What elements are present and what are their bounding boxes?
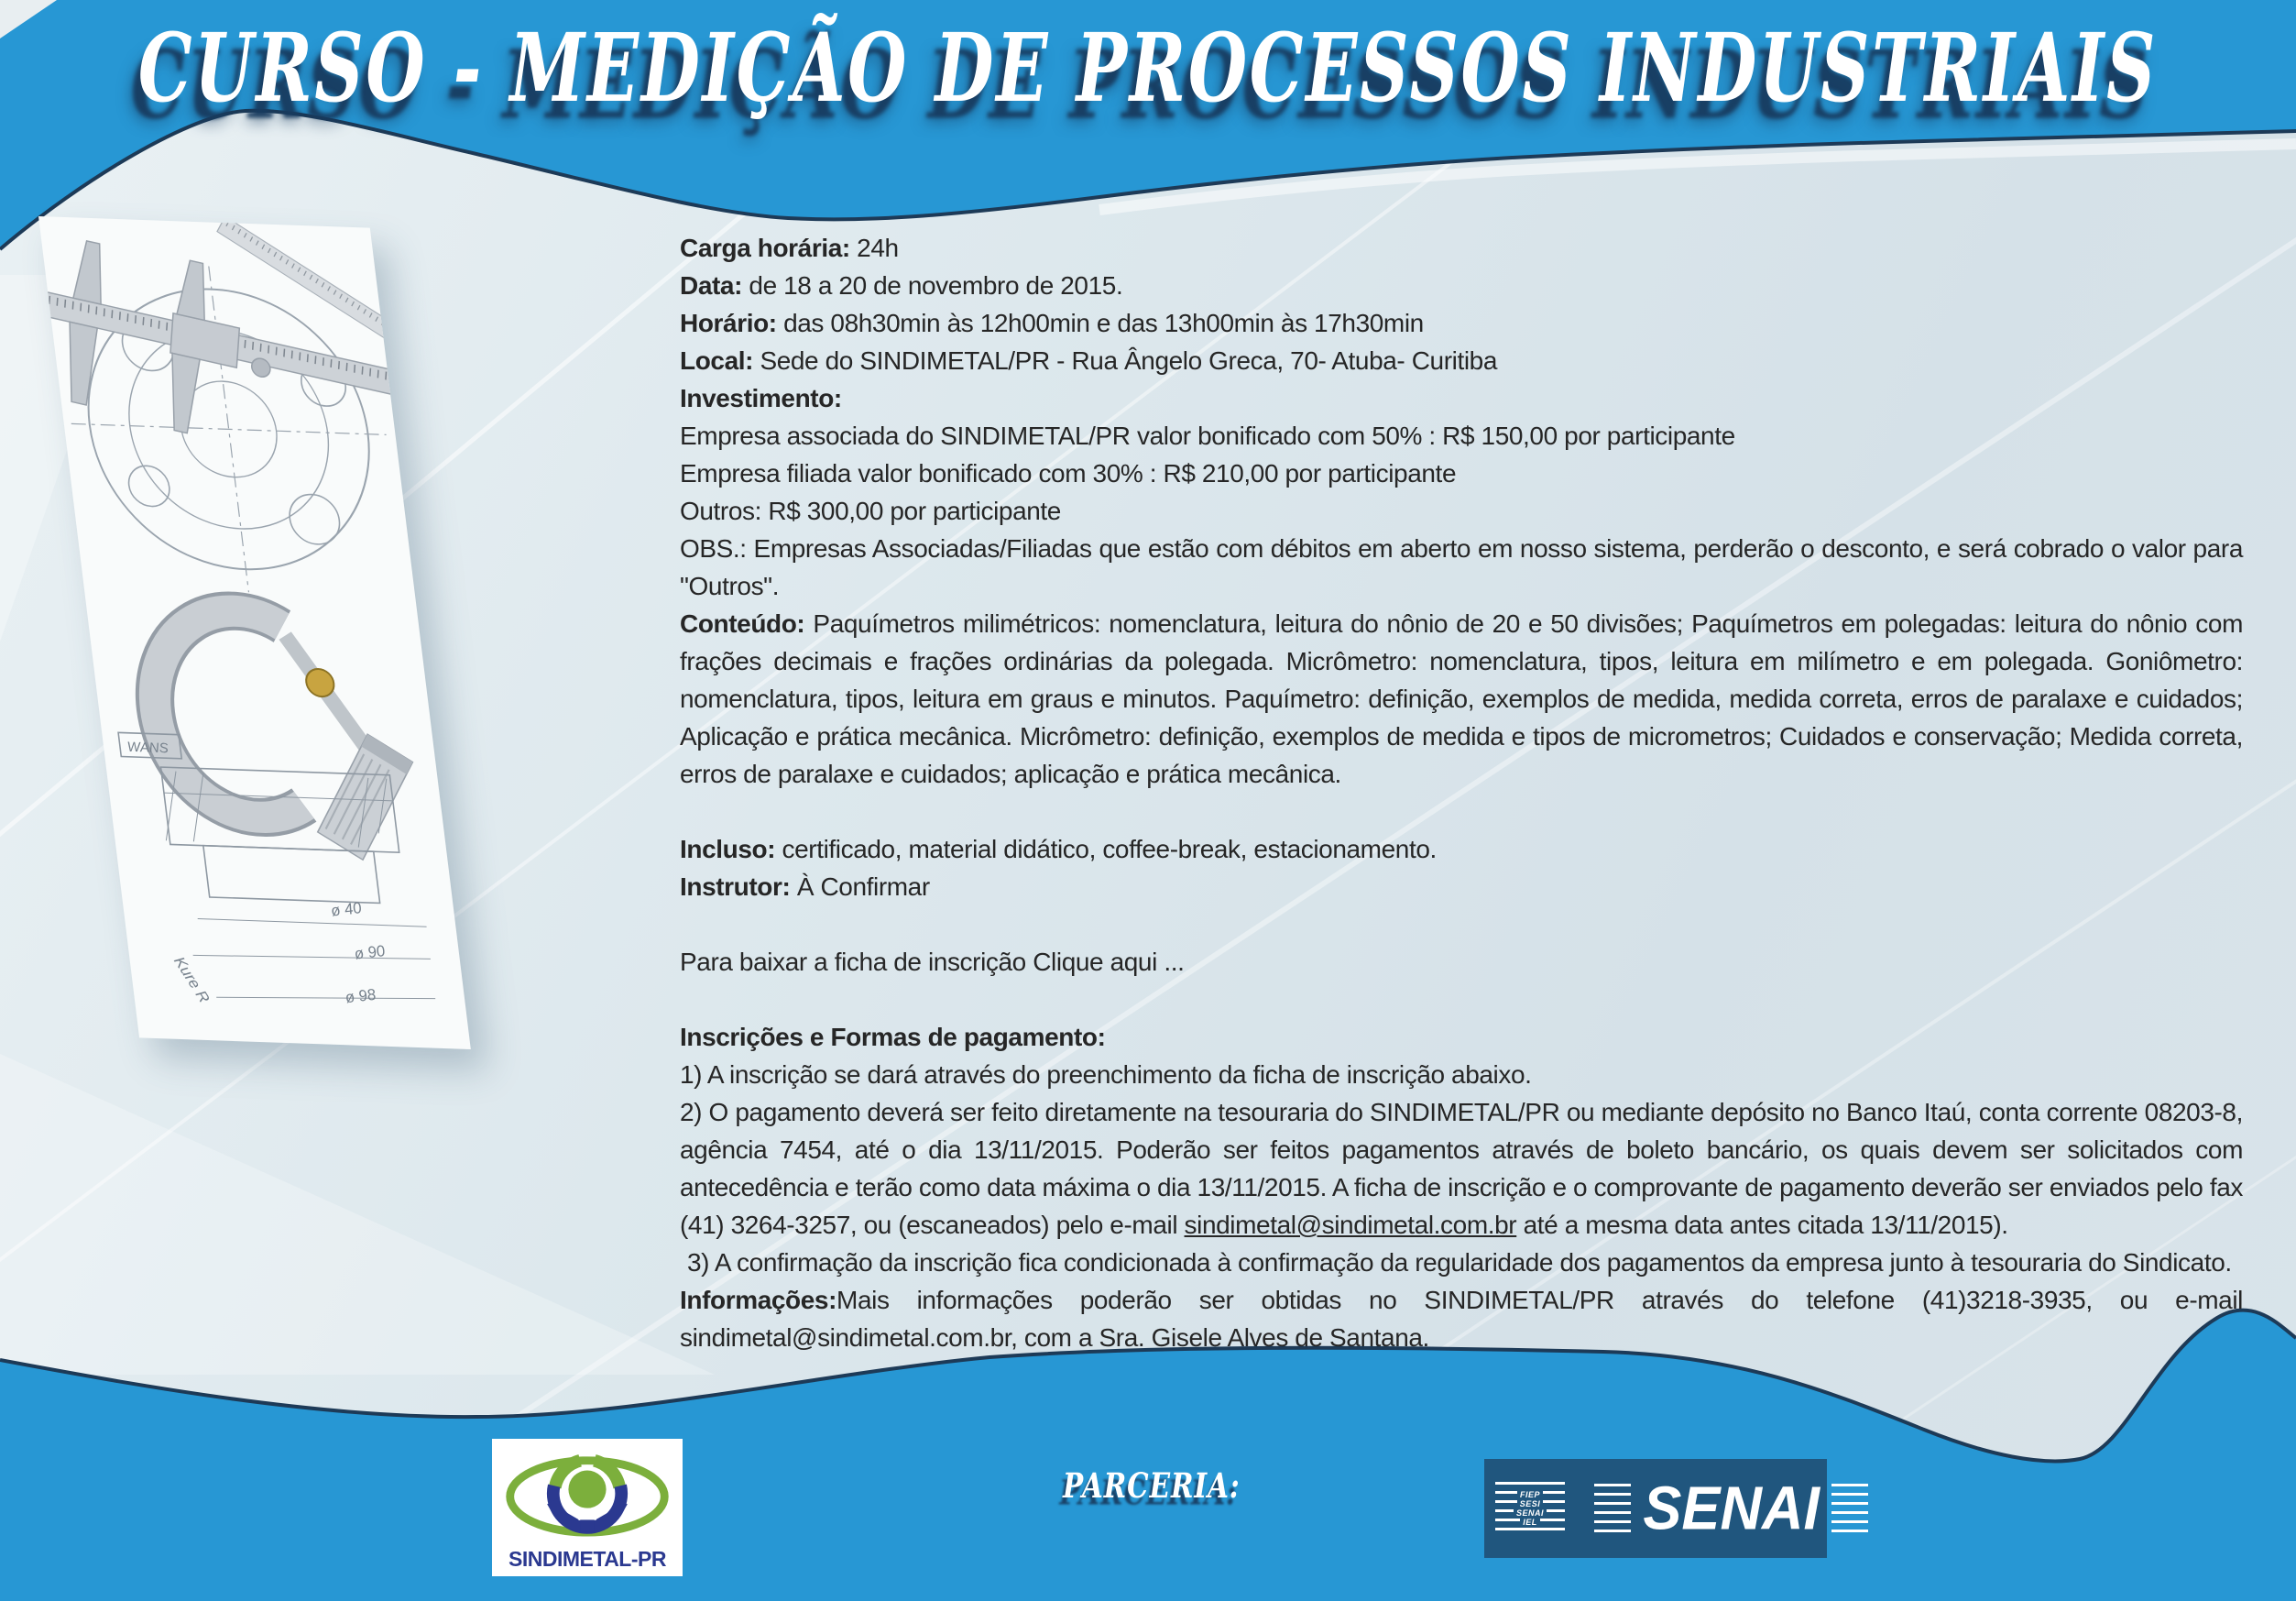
local-value: Sede do SINDIMETAL/PR - Rua Ângelo Greca, 70- Atuba- Curitiba [753, 346, 1498, 375]
instrutor-line [680, 868, 2243, 905]
investimento-line-2: Empresa filiada valor bonificado com 30% : R$ 210,00 por participante [680, 459, 1457, 488]
local-label: Local: [680, 346, 754, 375]
carga-horaria-line [680, 229, 2243, 267]
download-suffix: ... [1156, 948, 1185, 976]
senai-emblem-iel: IEL [1520, 1518, 1540, 1527]
instrutor-label: Instrutor: [680, 872, 791, 901]
pagamento-item-1: 1) A inscrição se dará através do preenchimento da ficha de inscrição abaixo. [680, 1060, 1532, 1089]
micrometer-illustration [143, 608, 425, 861]
kure-note-label: Kure R [170, 954, 213, 1006]
conteudo-paragraph [680, 605, 2243, 793]
horario-line [680, 304, 2243, 342]
conteudo-value: Paquímetros milimétricos: nomenclatura, leitura do nônio de 20 e 50 divisões; Paquímetros em polegadas: leitura do nônio com frações decimais e frações ordinárias da polegada. Micrômetro: nomenclatura, tipos, leitura em milímetro e em polegada. Goniômetro: nomenclatura, tipos, leitura em graus e minutos. Paquímetro: definição, exemplos de medida, medida correta, erros de paralaxe e cuidados; Aplicação e prática mecânica. Micrômetro: definição, exemplos de medida e tipos de micrometros; Cuidados e conservação; Medida correta, erros de paralaxe e cuidados; aplicação e prática mecânica. [680, 609, 2243, 788]
senai-logo-text: SENAI [1643, 1473, 1820, 1542]
data-value: de 18 a 20 de novembro de 2015. [742, 271, 1123, 300]
pagamento-2-text: 2) O pagamento deverá ser feito diretamente na tesouraria do SINDIMETAL/PR ou mediante depósito no Banco Itaú, conta corrente 08203-8, agência 7454, até o dia 13/11/2015. Poderão ser feitos pagamentos através de boleto bancário, os quais devem ser solicitados com antecedência e terão como data máxima o dia 13/11/2015. A ficha de inscrição e o comprovante de pagamento deverão ser enviados pelo fax (41) 3264-3257, ou (escaneados) pelo e-mail [680, 1098, 2243, 1239]
incluso-value: certificado, material didático, coffee-break, estacionamento. [775, 835, 1437, 863]
clique-aqui-link[interactable]: Clique aqui [1033, 948, 1157, 976]
parceria-label: PARCERIA: [1063, 1466, 1241, 1507]
wans-note-label: WANS [126, 739, 169, 757]
instrutor-value: À Confirmar [790, 872, 930, 901]
sindimetal-email-link[interactable]: sindimetal@sindimetal.com.br [1184, 1211, 1517, 1239]
incluso-label: Incluso: [680, 835, 776, 863]
investimento-line-1: Empresa associada do SINDIMETAL/PR valor bonificado com 50% : R$ 150,00 por participante [680, 422, 1735, 450]
senai-stripes-left-icon [1594, 1484, 1631, 1533]
obs-paragraph: OBS.: Empresas Associadas/Filiadas que estão com débitos em aberto em nosso sistema, perderão o desconto, e será cobrado o valor para "Outros". [680, 534, 2243, 600]
investimento-heading: Investimento: [680, 384, 842, 412]
pagamento-item-2 [680, 1093, 2243, 1244]
sindimetal-logo [492, 1439, 683, 1576]
senai-logo [1484, 1459, 1827, 1558]
dim-40-label: ø 40 [328, 899, 364, 920]
investimento-line-3: Outros: R$ 300,00 por participante [680, 497, 1061, 525]
conteudo-label: Conteúdo: [680, 609, 805, 638]
sindimetal-logo-text: SINDIMETAL-PR [508, 1547, 666, 1571]
senai-emblem-fiep: FIEP [1517, 1490, 1543, 1499]
pagamento-item-3: 3) A confirmação da inscrição fica condicionada à confirmação da regularidade dos pagamentos da empresa junto à tesouraria do Sindicato. [687, 1248, 2232, 1277]
data-label: Data: [680, 271, 743, 300]
senai-emblem-sesi: SESI [1517, 1499, 1544, 1508]
local-line [680, 342, 2243, 379]
dim-98-label: ø 98 [343, 985, 378, 1007]
caliper-illustration [38, 216, 419, 482]
informacoes-paragraph [680, 1281, 2243, 1356]
informacoes-value: Mais informações poderão ser obtidas no SINDIMETAL/PR através do telefone (41)3218-3935, ou e-mail sindimetal@sindimetal.com.br, com a Sra. Gisele Alves de Santana. [680, 1286, 2243, 1352]
data-line [680, 267, 2243, 304]
senai-stripes-right-icon [1831, 1484, 1868, 1533]
horario-label: Horário: [680, 309, 777, 337]
sindimetal-gear-icon [497, 1442, 677, 1545]
incluso-line [680, 830, 2243, 868]
page-title: CURSO - MEDIÇÃO DE PROCESSOS INDUSTRIAIS [137, 13, 2159, 124]
course-details [680, 229, 2243, 1356]
carga-horaria-value: 24h [849, 234, 899, 262]
inscricoes-heading: Inscrições e Formas de pagamento: [680, 1023, 1106, 1051]
download-line [680, 943, 2243, 981]
carga-horaria-label: Carga horária: [680, 234, 850, 262]
senai-emblem-senai: SENAI [1514, 1508, 1547, 1518]
dim-90-label: ø 90 [352, 942, 388, 963]
horario-value: das 08h30min às 12h00min e das 13h00min às 17h30min [776, 309, 1424, 337]
informacoes-label: Informações: [680, 1286, 837, 1314]
senai-emblem-icon [1495, 1482, 1565, 1535]
download-prefix: Para baixar a ficha de inscrição [680, 948, 1033, 976]
pagamento-2-tail: até a mesma data antes citada 13/11/2015). [1516, 1211, 2008, 1239]
